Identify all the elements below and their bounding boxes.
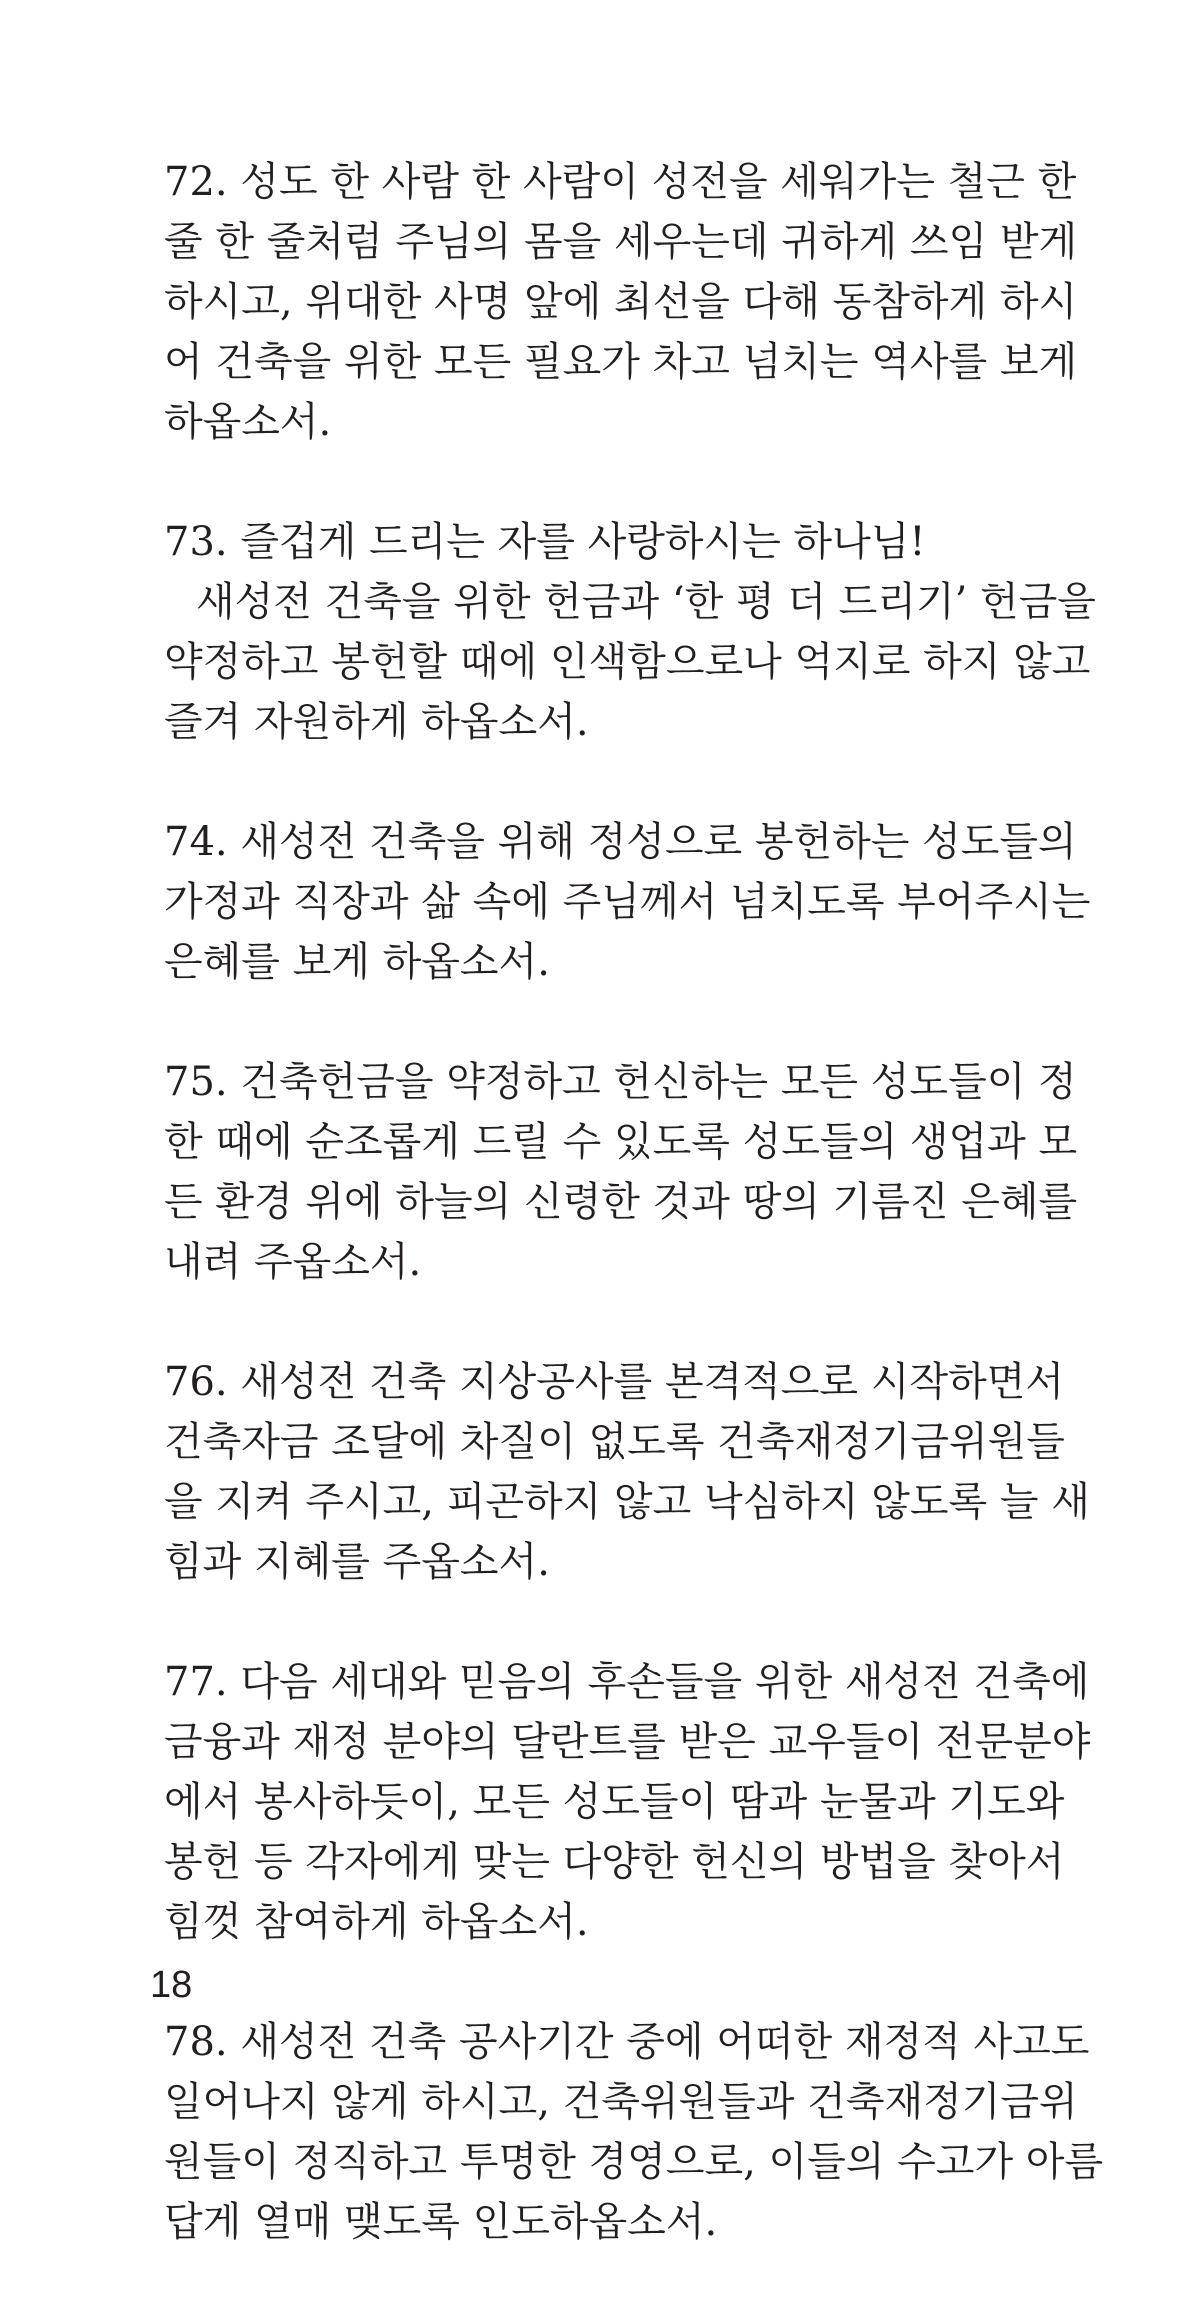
prayer-line: 한 때에 순조롭게 드릴 수 있도록 성도들의 생업과 모 xyxy=(164,1119,1078,1165)
prayer-line: 원들이 정직하고 투명한 경영으로, 이들의 수고가 아름 xyxy=(164,2139,1104,2185)
prayer-line: 은혜를 보게 하옵소서. xyxy=(164,939,550,985)
prayer-76 xyxy=(164,1352,1090,1592)
prayer-line: 답게 열매 맺도록 인도하옵소서. xyxy=(164,2199,718,2245)
prayer-line: 약정하고 봉헌할 때에 인색함으로나 억지로 하지 않고 xyxy=(164,639,1091,685)
prayer-75 xyxy=(164,1052,1078,1292)
prayer-line: 새성전 건축을 위한 헌금과 ‘한 평 더 드리기’ 헌금을 xyxy=(196,579,1096,625)
prayer-line: 어 건축을 위한 모든 필요가 차고 넘치는 역사를 보게 xyxy=(164,339,1078,385)
prayer-line: 78. 새성전 건축 공사기간 중에 어떠한 재정적 사고도 xyxy=(164,2019,1090,2065)
prayer-line: 즐겨 자원하게 하옵소서. xyxy=(164,699,589,745)
prayer-line: 을 지켜 주시고, 피곤하지 않고 낙심하지 않도록 늘 새 xyxy=(164,1479,1090,1525)
prayer-line: 내려 주옵소서. xyxy=(164,1239,422,1285)
prayer-line: 가정과 직장과 삶 속에 주님께서 넘치도록 부어주시는 xyxy=(164,879,1091,925)
prayer-line: 72. 성도 한 사람 한 사람이 성전을 세워가는 철근 한 xyxy=(164,159,1077,205)
prayer-78 xyxy=(164,2012,1104,2252)
prayer-74 xyxy=(164,812,1091,992)
prayer-line: 76. 새성전 건축 지상공사를 본격적으로 시작하면서 xyxy=(164,1359,1064,1405)
prayer-73 xyxy=(164,512,1096,752)
prayer-line: 금융과 재정 분야의 달란트를 받은 교우들이 전문분야 xyxy=(164,1719,1091,1765)
prayer-line: 75. 건축헌금을 약정하고 헌신하는 모든 성도들이 정 xyxy=(164,1059,1077,1105)
prayer-line: 줄 한 줄처럼 주님의 몸을 세우는데 귀하게 쓰임 받게 xyxy=(164,219,1078,265)
prayer-line: 하시고, 위대한 사명 앞에 최선을 다해 동참하게 하시 xyxy=(164,279,1078,325)
prayer-line: 봉헌 등 각자에게 맞는 다양한 헌신의 방법을 찾아서 xyxy=(164,1839,1065,1885)
page-number: 18 xyxy=(150,1964,193,2006)
prayer-line: 든 환경 위에 하늘의 신령한 것과 땅의 기름진 은혜를 xyxy=(164,1179,1078,1225)
prayer-list xyxy=(164,152,1104,2312)
prayer-line: 건축자금 조달에 차질이 없도록 건축재정기금위원들 xyxy=(164,1419,1065,1465)
prayer-72 xyxy=(164,152,1078,452)
prayer-line: 하옵소서. xyxy=(164,399,332,445)
prayer-line: 77. 다음 세대와 믿음의 후손들을 위한 새성전 건축에 xyxy=(164,1659,1090,1705)
prayer-line: 힘과 지혜를 주옵소서. xyxy=(164,1539,550,1585)
prayer-line: 에서 봉사하듯이, 모든 성도들이 땀과 눈물과 기도와 xyxy=(164,1779,1065,1825)
prayer-line: 힘껏 참여하게 하옵소서. xyxy=(164,1899,589,1945)
prayer-77 xyxy=(164,1652,1091,1952)
prayer-line: 74. 새성전 건축을 위해 정성으로 봉헌하는 성도들의 xyxy=(164,819,1077,865)
prayer-line: 일어나지 않게 하시고, 건축위원들과 건축재정기금위 xyxy=(164,2079,1078,2125)
prayer-line: 73. 즐겁게 드리는 자를 사랑하시는 하나님! xyxy=(164,519,926,565)
